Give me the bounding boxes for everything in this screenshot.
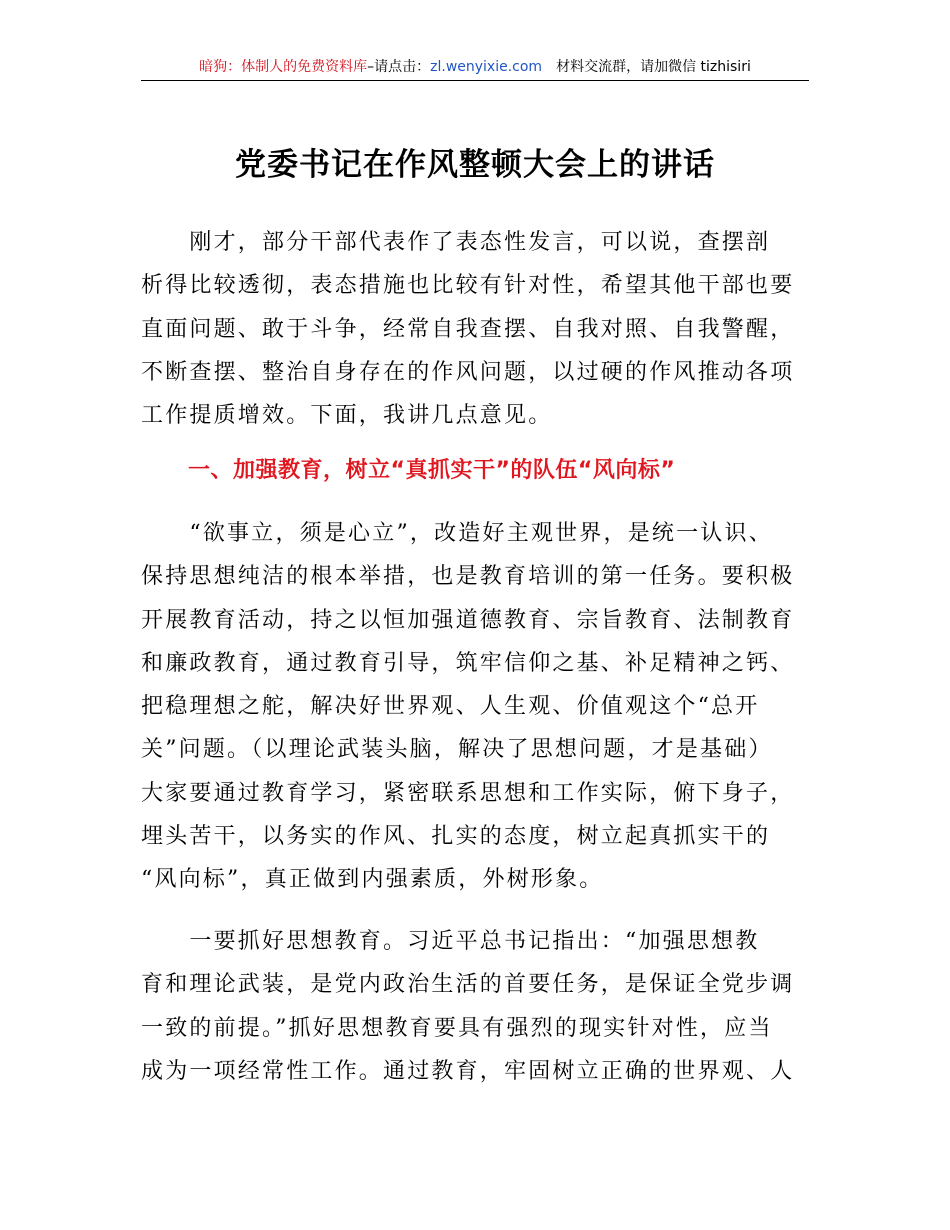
text-line: “风向标”，真正做到内强素质，外树形象。: [141, 867, 604, 893]
text-line: 刚才，部分干部代表作了表态性发言，可以说，查摆剖: [141, 230, 771, 255]
text-line: 和廉政教育，通过教育引导，筑牢信仰之基、补足精神之钙、: [141, 650, 795, 676]
header-group-text: 材料交流群，请加微信 tizhisiri: [556, 59, 751, 75]
text-line: 直面问题、敢于斗争，经常自我查摆、自我对照、自我警醒，: [141, 316, 795, 342]
text-line: 育和理论武装，是党内政治生活的首要任务，是保证全党步调: [141, 972, 795, 998]
text-line: 成为一项经常性工作。通过教育，牢固树立正确的世界观、人: [141, 1058, 795, 1084]
point-paragraph: [141, 920, 821, 1093]
header-url-link[interactable]: zl.wenyixie.com: [430, 59, 543, 75]
text-line: 关”问题。（以理论武装头脑，解决了思想问题，才是基础）: [141, 737, 773, 763]
text-line: “欲事立，须是心立”，改造好主观世界，是统一认识、: [141, 521, 773, 546]
page-header: [141, 58, 809, 81]
section-paragraph: [141, 512, 821, 902]
section-heading: 一、加强教育，树立“真抓实干”的队伍“风向标”: [188, 458, 676, 483]
text-line: 保持思想纯洁的根本举措，也是教育培训的第一任务。要积极: [141, 564, 795, 590]
document-title: 党委书记在作风整顿大会上的讲话: [235, 147, 715, 183]
text-line: 开展教育活动，持之以恒加强道德教育、宗旨教育、法制教育: [141, 607, 795, 633]
text-line: 大家要通过教育学习，紧密联系思想和工作实际，俯下身子，: [141, 780, 795, 806]
text-line: 一要抓好思想教育。习近平总书记指出：“加强思想教: [141, 929, 760, 954]
text-line: 工作提质增效。下面，我讲几点意见。: [141, 403, 553, 429]
text-line: 埋头苦干，以务实的作风、扎实的态度，树立起真抓实干的: [141, 824, 771, 850]
text-line: 一致的前提。”抓好思想教育要具有强烈的现实针对性，应当: [141, 1015, 773, 1041]
header-site-name: 暗狗：体制人的免费资料库: [199, 59, 368, 75]
text-line: 把稳理想之舵，解决好世界观、人生观、价值观这个“总开: [141, 694, 760, 720]
text-line: 不断查摆、整治自身存在的作风问题，以过硬的作风推动各项: [141, 359, 795, 385]
header-click-text: –请点击：: [367, 59, 431, 75]
text-line: 析得比较透彻，表态措施也比较有针对性，希望其他干部也要: [141, 273, 795, 299]
intro-paragraph: [141, 221, 821, 437]
